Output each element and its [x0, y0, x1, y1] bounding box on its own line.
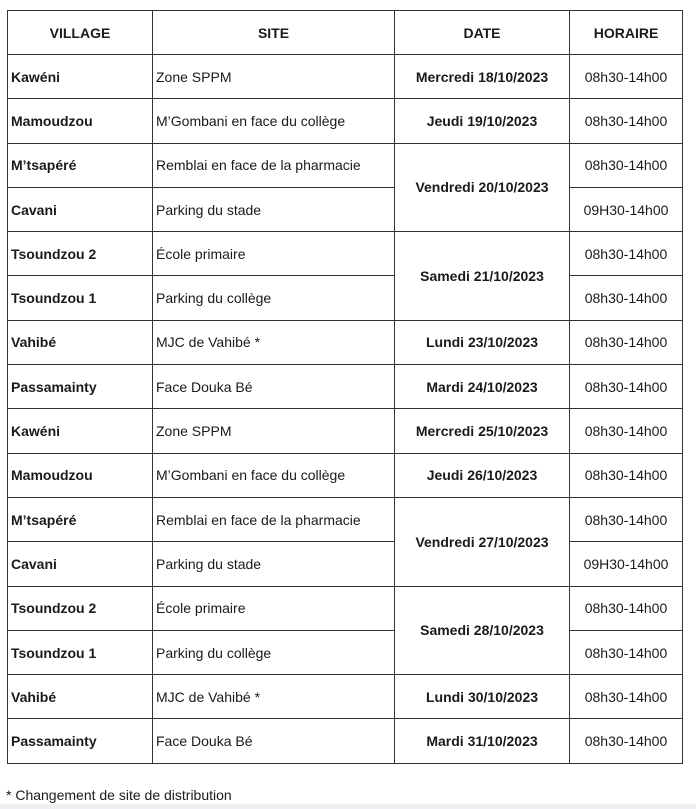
distribution-schedule-table [7, 10, 683, 764]
table-row [8, 542, 683, 586]
site-cell: École primaire [153, 232, 395, 276]
horaire-cell: 08h30-14h00 [570, 675, 683, 719]
horaire-cell: 08h30-14h00 [570, 55, 683, 99]
bottom-strip [0, 804, 696, 809]
date-cell: Jeudi 26/10/2023 [395, 453, 570, 497]
site-cell: Zone SPPM [153, 409, 395, 453]
village-cell: Passamainty [8, 719, 153, 763]
village-cell: Mamoudzou [8, 99, 153, 143]
horaire-cell: 09H30-14h00 [570, 542, 683, 586]
site-cell: Parking du collège [153, 276, 395, 320]
date-cell: Mercredi 18/10/2023 [395, 55, 570, 99]
horaire-cell: 08h30-14h00 [570, 497, 683, 541]
village-cell: Kawéni [8, 409, 153, 453]
village-cell: M’tsapéré [8, 143, 153, 187]
horaire-cell: 08h30-14h00 [570, 586, 683, 630]
site-cell: École primaire [153, 586, 395, 630]
horaire-cell: 08h30-14h00 [570, 409, 683, 453]
table-row [8, 719, 683, 763]
site-cell: MJC de Vahibé * [153, 320, 395, 364]
horaire-cell: 08h30-14h00 [570, 276, 683, 320]
table-row [8, 232, 683, 276]
table-row [8, 99, 683, 143]
footnote: * Changement de site de distribution [6, 787, 232, 803]
site-cell: Face Douka Bé [153, 365, 395, 409]
village-cell: Vahibé [8, 675, 153, 719]
date-cell: Samedi 28/10/2023 [395, 586, 570, 675]
table-row [8, 409, 683, 453]
date-cell: Samedi 21/10/2023 [395, 232, 570, 321]
horaire-cell: 08h30-14h00 [570, 232, 683, 276]
table-row [8, 55, 683, 99]
table-row [8, 143, 683, 187]
date-cell: Vendredi 20/10/2023 [395, 143, 570, 232]
horaire-cell: 08h30-14h00 [570, 99, 683, 143]
date-cell: Mardi 24/10/2023 [395, 365, 570, 409]
header-date: DATE [395, 11, 570, 55]
table-row [8, 675, 683, 719]
site-cell: M’Gombani en face du collège [153, 453, 395, 497]
table-row [8, 453, 683, 497]
horaire-cell: 09H30-14h00 [570, 187, 683, 231]
village-cell: Cavani [8, 187, 153, 231]
village-cell: M’tsapéré [8, 497, 153, 541]
horaire-cell: 08h30-14h00 [570, 719, 683, 763]
date-cell: Jeudi 19/10/2023 [395, 99, 570, 143]
table-row [8, 365, 683, 409]
header-site: SITE [153, 11, 395, 55]
horaire-cell: 08h30-14h00 [570, 320, 683, 364]
header-village: VILLAGE [8, 11, 153, 55]
table-row [8, 276, 683, 320]
village-cell: Tsoundzou 1 [8, 630, 153, 674]
site-cell: Parking du stade [153, 542, 395, 586]
village-cell: Kawéni [8, 55, 153, 99]
village-cell: Mamoudzou [8, 453, 153, 497]
site-cell: Remblai en face de la pharmacie [153, 497, 395, 541]
village-cell: Passamainty [8, 365, 153, 409]
horaire-cell: 08h30-14h00 [570, 453, 683, 497]
date-cell: Lundi 30/10/2023 [395, 675, 570, 719]
site-cell: Zone SPPM [153, 55, 395, 99]
village-cell: Tsoundzou 2 [8, 586, 153, 630]
site-cell: Face Douka Bé [153, 719, 395, 763]
village-cell: Tsoundzou 1 [8, 276, 153, 320]
horaire-cell: 08h30-14h00 [570, 630, 683, 674]
horaire-cell: 08h30-14h00 [570, 143, 683, 187]
site-cell: M’Gombani en face du collège [153, 99, 395, 143]
table-row [8, 630, 683, 674]
date-cell: Mardi 31/10/2023 [395, 719, 570, 763]
village-cell: Tsoundzou 2 [8, 232, 153, 276]
site-cell: Remblai en face de la pharmacie [153, 143, 395, 187]
table-row [8, 586, 683, 630]
table-row [8, 187, 683, 231]
village-cell: Vahibé [8, 320, 153, 364]
site-cell: MJC de Vahibé * [153, 675, 395, 719]
date-cell: Lundi 23/10/2023 [395, 320, 570, 364]
site-cell: Parking du collège [153, 630, 395, 674]
table-row [8, 497, 683, 541]
header-horaire: HORAIRE [570, 11, 683, 55]
date-cell: Vendredi 27/10/2023 [395, 497, 570, 586]
site-cell: Parking du stade [153, 187, 395, 231]
date-cell: Mercredi 25/10/2023 [395, 409, 570, 453]
horaire-cell: 08h30-14h00 [570, 365, 683, 409]
table-header-row [8, 11, 683, 55]
village-cell: Cavani [8, 542, 153, 586]
table-row [8, 320, 683, 364]
